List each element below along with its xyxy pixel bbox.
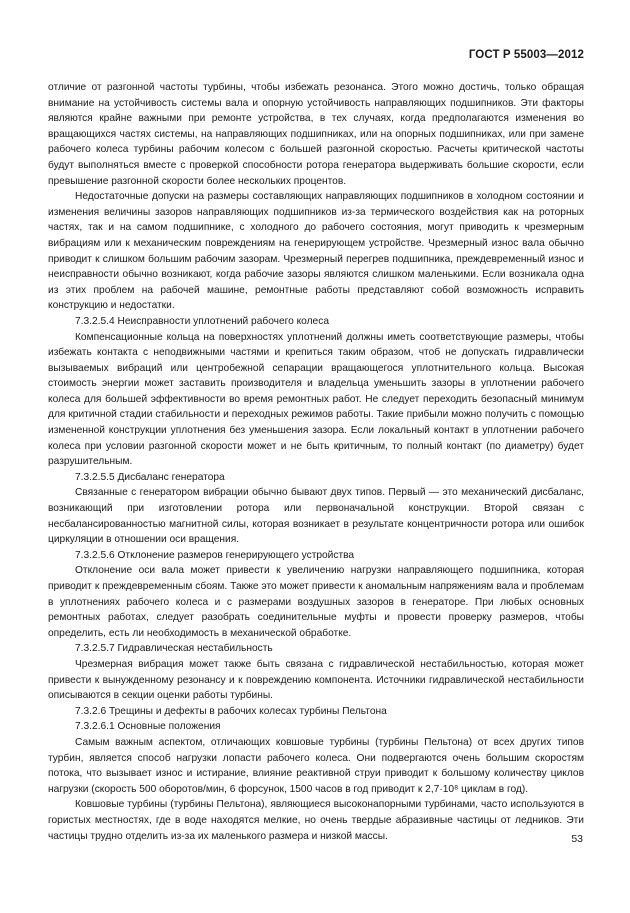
paragraph-continuation: отличие от разгонной частоты турбины, чтобы избежать резонанса. Этого можно достичь, только обращая внимание на устойчивость системы вала и опорную устойчивость направляющих подшипников. Эти факторы являются крайне важными при ремонте устройства, в тех случаях, когда предполагаются изменения во вращающихся частях системы, на направляющих подшипниках, или на опорных подшипниках, или при замене рабочего колеса турбины рабочим колесом с большей разгонной скоростью. Расчеты критической частоты будут выполняться вместе с проверкой способности ротора генератора выдерживать большие скорости, если превышение разгонной скорости более нескольких процентов. xyxy=(48,82,584,187)
section-heading: 7.3.2.5.4 Неисправности уплотнений рабочего колеса xyxy=(75,315,329,327)
paragraph: Ковшовые турбины (турбины Пельтона), являющиеся высоконапорными турбинами, часто используются в гористых местностях, где в воде находятся мелкие, но очень твердые абразивные частицы от ледников. Эти частицы трудно отделить из-за их маленького размера и низкой массы. xyxy=(48,799,584,842)
paragraph: Чрезмерная вибрация может также быть связана с гидравлической нестабильностью, которая может привести к вынужденному резонансу и к повреждению компонента. Источники гидравлической нестабильности описываются в секции оценки работы турбины. xyxy=(48,658,584,702)
document-code-header: ГОСТ Р 55003—2012 xyxy=(468,49,584,61)
section-heading: 7.3.2.5.7 Гидравлическая нестабильность xyxy=(75,643,273,655)
section-heading: 7.3.2.6 Трещины и дефекты в рабочих колесах турбины Пельтона xyxy=(75,705,387,717)
section-heading: 7.3.2.5.6 Отклонение размеров генерирующего устройства xyxy=(75,549,355,561)
paragraph: Компенсационные кольца на поверхностях уплотнений должны иметь соответствующие размеры, чтобы избежать контакта с неподвижными частями и крепиться таким образом, чтоб не допускать гидравлически вызываемых вибраций или центробежной сепарации вращающегося уплотнительного кольца. Высокая стоимость энергии может заставить производителя и владельца уменьшить зазоры в уплотнении рабочего колеса для большей эффективности во время ремонтных работ. Не следует переходить безопасный минимум для критичной стадии стабильности и переходных режимов работы. Такие прибыли можно получить с помощью измененной конструкции уплотнения без уменьшения зазора. Если локальный контакт в уплотнении рабочего колеса при условии разгонной скорости может и не быть критичным, то полный контакт (по диаметру) будет разрушительным. xyxy=(48,331,584,468)
body-text xyxy=(48,80,584,844)
paragraph: Недостаточные допуски на размеры составляющих направляющих подшипников в холодном состоянии и изменения величины зазоров направляющих подшипников из-за термического воздействия как на роторных частях, так и на самом подшипнике, с холодного до рабочего состояния, могут приводить к чрезмерным вибрациям или к механическим повреждениям на генерирующем устройстве. Чрезмерный износ вала обычно приводит к слишком большим рабочим зазорам. Чрезмерный перегрев подшипника, преждевременный износ и неисправности обычно возникают, когда рабочие зазоры являются слишком маленькими. Если возникала одна из этих проблем на рабочей машине, ремонтные работы представляют собой возможность исправить конструкцию и недостатки. xyxy=(48,191,584,312)
paragraph: Самым важным аспектом, отличающих ковшовые турбины (турбины Пельтона) от всех других типов турбин, является способ нагрузки лопасти рабочего колеса. Они подвергаются очень большим скоростям потока, что вызывает износ и истирание, влияние реактивной струи приводит к большому количеству циклов нагрузки (скорость 500 оборотов/мин, 6 форсунок, 1500 часов в год приводит к 2,7·10⁸ циклам в год). xyxy=(48,736,584,795)
paragraph: Отклонение оси вала может привести к увеличению нагрузки направляющего подшипника, которая приводит к преждевременным сбоям. Также это может привести к аномальным напряжениям вала и проблемам в уплотнениях рабочего колеса и с размерами воздушных зазоров в генераторе. При любых основных ремонтных работах, следует разобрать соединительные муфты и провести проверку размеров, чтобы определить, есть ли необходимость в механической обработке. xyxy=(48,565,584,639)
paragraph: Связанные с генератором вибрации обычно бывают двух типов. Первый — это механический дисбаланс, возникающий при изготовлении ротора или первоначальной конструкции. Второй связан с несбалансированностью магнитной силы, которая возникает в результате концентричности ротора или ошибок циркуляции в отношении оси вращения. xyxy=(48,487,584,546)
subsection-heading: 7.3.2.6.1 Основные положения xyxy=(75,721,221,733)
section-heading: 7.3.2.5.5 Дисбаланс генератора xyxy=(75,471,225,483)
page-number: 53 xyxy=(571,833,583,845)
